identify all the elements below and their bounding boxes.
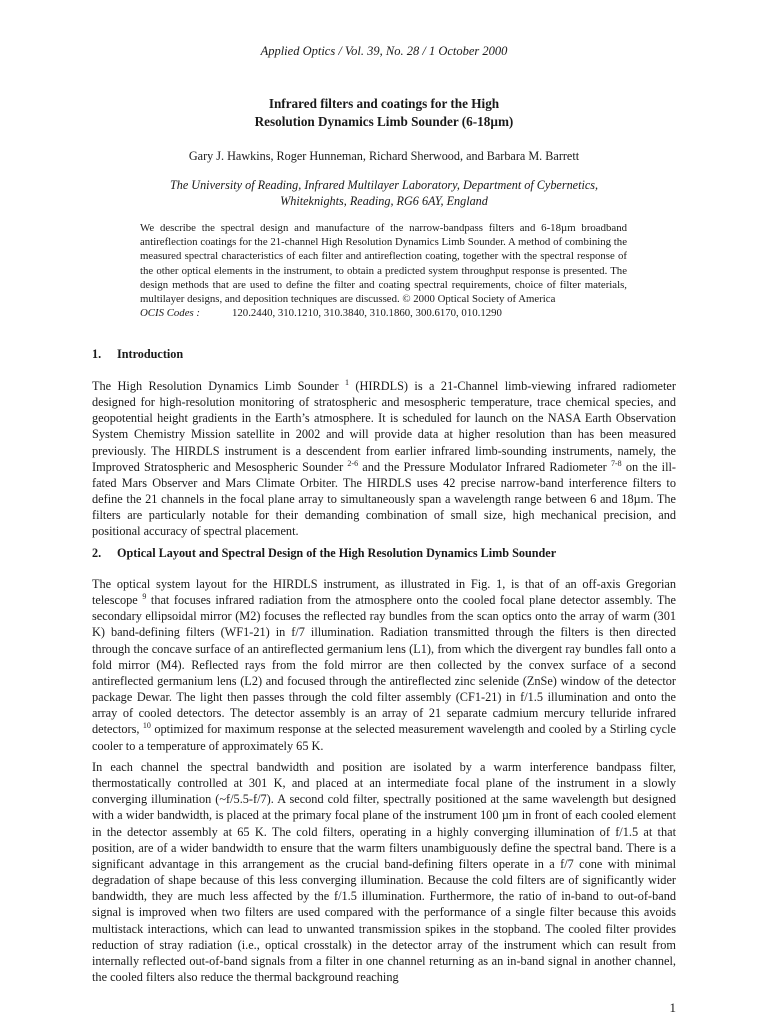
affiliation-line-1: The University of Reading, Infrared Multilayer Laboratory, Department of Cybernetics,	[169, 178, 599, 192]
paragraph-text: on the ill-fated Mars Observer and Mars Climate Orbiter. The HIRDLS uses 42 precise narrow-band interference filters to define the 21 channels in the focal plane array to simultaneously span a wavelength range between 6 and 18µm. The filters are particularly notable for their demanding combination of small size, high mechanical precision, and positional accuracy of spectral placement.	[92, 459, 676, 539]
ocis-codes	[140, 306, 627, 320]
author-list: Gary J. Hawkins, Roger Hunneman, Richard Sherwood, and Barbara M. Barrett	[188, 149, 580, 163]
section-1-paragraph-1	[92, 378, 676, 540]
journal-header: Applied Optics / Vol. 39, No. 28 / 1 October 2000	[260, 44, 508, 58]
section-2-paragraph-2: In each channel the spectral bandwidth and position are isolated by a warm interference bandpass filter, thermostatically controlled at 301 K, and placed at an intermediate focal plane of the instrument in a slowly converging illumination (~f/5.5-f/7). A second cold filter, spectrally positioned at the same wavelength but designed with a wider bandwidth, is placed at the primary focal plane of the instrument 100 µm in front of each cooled element in the detector assembly at 65 K. The cold filters, operating in a highly converging illumination of f/1.5 at that position, are of a wider bandwidth to ensure that the warm filters unambiguously define the spectral band. There is a significant advantage in this arrangement as the crucial band-defining filters operate in a f/7 cone with minimal degradation of shape because of this less converging illumination. Because the cold filters are of significantly wider bandwidth, they are much less affected by the f/1.5 illumination. Furthermore, the ratio of in-band to out-of-band signal is improved when two filters are used compared with the performance of a single filter because this avoids multistack interactions, which can lead to unwanted transmission spikes in the stopband. The cooled filter provides reduction of stray radiation (i.e., optical crosstalk) in the detector array of the instrument which can result from internally reflected out-of-band signals from a filter in one channel returning as an in-band signal in another channel, the cooled filters also reduce the thermal background reaching	[92, 760, 676, 985]
paragraph-text: (HIRDLS) is a 21-Channel limb-viewing infrared radiometer designed for high-resolution monitoring of stratospheric and mesospheric temperature, trace chemical species, and geopotential height gradients in the Earth’s atmosphere. It is scheduled for launch on the NASA Earth Observation System Chemistry Mission satellite in 2002 and will provide data at higher resolution than has been measured previously. The HIRDLS instrument is a descendent from earlier infrared limb-sounding instruments, namely, the Improved Stratospheric and Mesospheric Sounder	[92, 379, 676, 474]
section-2-paragraph-1	[92, 576, 676, 754]
paragraph-text: that focuses infrared radiation from the atmosphere onto the cooled focal plane detector assembly. The secondary ellipsoidal mirror (M2) focuses the reflected ray bundles from the scan optics onto the array of warm (301 K) band-defining filters (WF1-21) in f/7 illumination. Radiation transmitted through the filters is then directed through the concave surface of an antireflected germanium lens (L1), from which the divergent ray bundles fall onto a fold mirror (M4). Reflected rays from the fold mirror are then collected by the convex surface of a second antireflected germanium lens (L2) and focused through the antireflected zinc selenide (ZnSe) window of the detector package Dewar. The light then passes through the cold filter assembly (CF1-21) in f/1.5 illumination and onto the array of cooled detectors. The detector assembly is an array of 21 separate cadmium mercury telluride infrared detectors,	[92, 593, 676, 737]
section-1-number: 1.	[92, 347, 102, 361]
title-line-1: Infrared filters and coatings for the High	[268, 96, 500, 111]
section-1-title: Introduction	[117, 347, 184, 361]
section-2-number: 2.	[92, 546, 102, 560]
citation-ref: 9	[142, 592, 147, 602]
abstract-text: We describe the spectral design and manufacture of the narrow-bandpass filters and 6-18µm broadband antireflection coatings for the 21-channel High Resolution Dynamics Limb Sounder. A method of combining the measured spectral characteristics of each filter and antireflection coating, together with the spectral response of the other optical elements in the instrument, to obtain a predicted system throughput response is presented. The design methods that are used to define the filter and coating spectral requirements, choice of filter materials, multilayer designs, and deposition techniques are discussed. © 2000 Optical Society of America	[140, 222, 627, 306]
abstract	[140, 221, 627, 320]
section-2-title: Optical Layout and Spectral Design of the High Resolution Dynamics Limb Sounder	[117, 546, 557, 560]
ocis-label: OCIS Codes :	[140, 307, 200, 320]
ocis-code-list: 120.2440, 310.1210, 310.3840, 310.1860, 300.6170, 010.1290	[232, 307, 502, 320]
affiliation-line-2: Whiteknights, Reading, RG6 6AY, England	[280, 193, 488, 208]
citation-ref: 2-6	[347, 458, 359, 468]
section-1-heading	[92, 347, 183, 362]
page-number: 1	[669, 1000, 676, 1015]
paragraph-text: optimized for maximum response at the selected measurement wavelength and cooled by a Stirling cycle cooler to a temperature of approximately 65 K.	[92, 722, 676, 753]
citation-ref: 10	[142, 721, 151, 731]
affiliation	[0, 178, 768, 209]
citation-ref: 7-8	[610, 458, 622, 468]
paragraph-text: and the Pressure Modulator Infrared Radiometer	[358, 459, 611, 474]
paragraph-text: The optical system layout for the HIRDLS instrument, as illustrated in Fig. 1, is that of an off-axis Gregorian telescope	[92, 577, 676, 608]
paper-title	[0, 95, 768, 130]
paragraph-text: The High Resolution Dynamics Limb Sounder	[92, 379, 345, 393]
section-2-heading	[92, 546, 556, 561]
title-line-2: Resolution Dynamics Limb Sounder (6-18µm)	[254, 113, 514, 129]
citation-ref: 1	[345, 377, 349, 387]
